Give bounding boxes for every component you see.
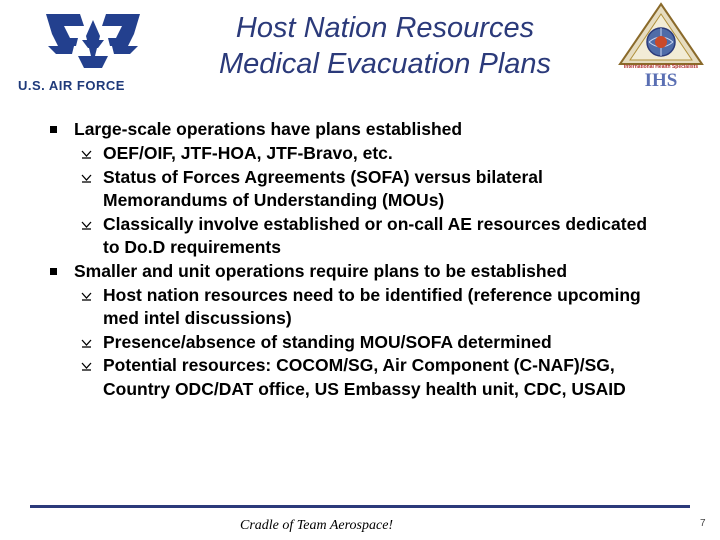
- slide-title-line2: Medical Evacuation Plans: [218, 48, 552, 80]
- sub-bullet-item: [50, 354, 666, 401]
- ihs-subtext: International Health Specialists: [623, 64, 699, 70]
- footer-divider: [30, 505, 690, 508]
- sub-bullet-item: [50, 213, 666, 260]
- sub-bullet-item: [50, 331, 666, 355]
- bullet-item: [50, 118, 690, 141]
- sub-bullet-text: Classically involve established or on-call AE resources dedicated to Do.D requirements: [103, 213, 648, 257]
- sub-bullet-text: Host nation resources need to be identified (reference upcoming med intel discussions): [103, 284, 641, 328]
- sub-bullet-text: OEF/OIF, JTF-HOA, JTF-Bravo, etc.: [103, 143, 393, 163]
- chevron-bullet-icon: [81, 284, 92, 301]
- chevron-bullet-icon: [81, 354, 92, 371]
- sub-bullet-item: [50, 142, 666, 166]
- bullet-item: [50, 260, 690, 283]
- air-force-logo-text: U.S. AIR FORCE: [18, 78, 125, 93]
- chevron-bullet-icon: [81, 142, 92, 159]
- bullet-list: [50, 118, 690, 401]
- bullet-text: Smaller and unit operations require plans to be established: [74, 260, 568, 281]
- page-number: 7: [700, 518, 706, 529]
- footer-tagline: Cradle of Team Aerospace!: [240, 518, 394, 533]
- chevron-bullet-icon: [81, 213, 92, 230]
- sub-bullet-text: Presence/absence of standing MOU/SOFA determined: [103, 331, 552, 352]
- slide-title-line1: Host Nation Resources: [235, 12, 535, 44]
- sub-bullet-item: [50, 166, 666, 213]
- chevron-bullet-icon: [81, 166, 92, 183]
- bullet-text: Large-scale operations have plans established: [74, 119, 463, 139]
- square-bullet-icon: [50, 126, 57, 133]
- sub-bullet-text: Potential resources: COCOM/SG, Air Component (C-NAF)/SG, Country ODC/DAT office, US Embassy health unit, CDC, USAID: [103, 355, 626, 399]
- ihs-logo-text: IHS: [644, 70, 678, 91]
- square-bullet-icon: [50, 268, 57, 275]
- slide-title: [170, 10, 600, 82]
- chevron-bullet-icon: [81, 331, 92, 348]
- sub-bullet-text: Status of Forces Agreements (SOFA) versus bilateral Memorandums of Understanding (MOUs): [103, 166, 543, 210]
- sub-bullet-item: [50, 284, 666, 331]
